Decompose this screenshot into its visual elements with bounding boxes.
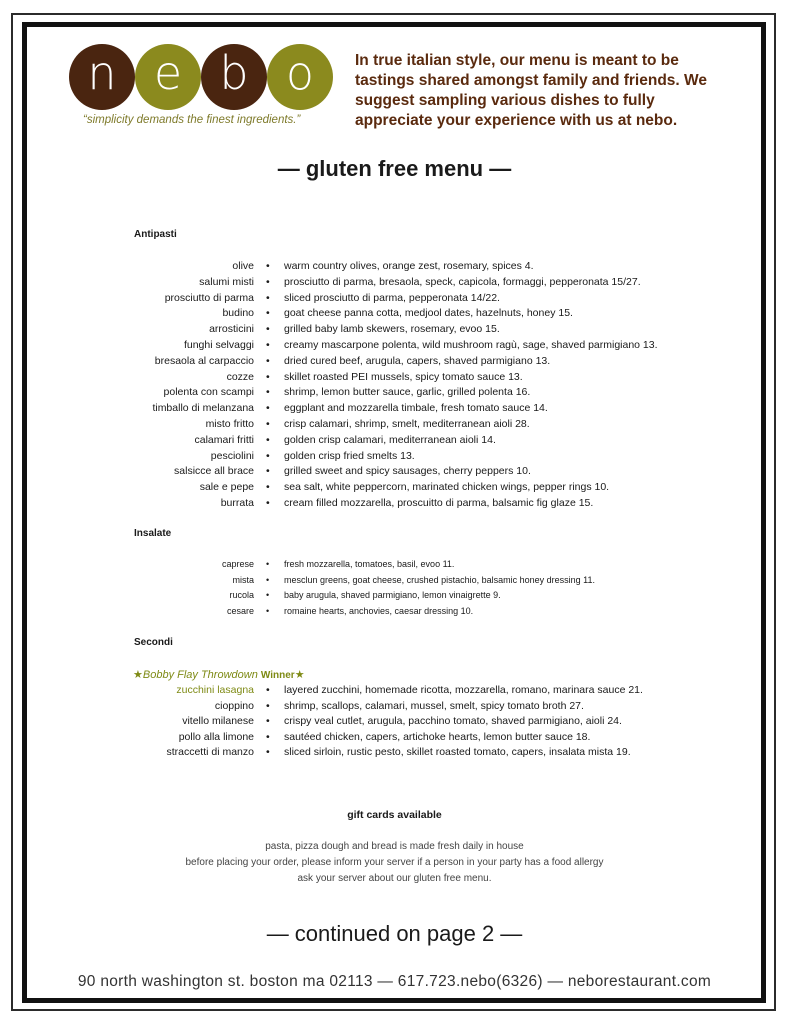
menu-item-row (0, 292, 789, 308)
menu-item-name: straccetti di manzo (166, 746, 254, 759)
bullet-icon: • (266, 684, 270, 696)
bullet-icon: • (266, 370, 270, 383)
menu-item-row (0, 731, 789, 747)
menu-item-description: layered zucchini, homemade ricotta, mozzarella, romano, marinara sauce 21. (284, 684, 643, 696)
menu-item-description: mesclun greens, goat cheese, crushed pistachio, balsamic honey dressing 11. (284, 574, 596, 585)
menu-item-row (0, 465, 789, 481)
menu-item-row (0, 497, 789, 513)
bullet-icon: • (266, 260, 270, 272)
bullet-icon: • (266, 746, 270, 759)
menu-item-row (0, 606, 789, 622)
menu-item-name: timballo di melanzana (152, 402, 254, 415)
menu-item-name: mista (232, 574, 254, 585)
menu-item-row (0, 590, 789, 606)
menu-item-row (0, 260, 789, 276)
menu-item-name: zucchini lasagna (176, 684, 254, 696)
menu-item-description: grilled sweet and spicy sausages, cherry peppers 10. (284, 465, 531, 478)
footer-address: 90 north washington st. boston ma 02113 — 617.723.nebo(6326) — neborestaurant.com (77, 973, 712, 990)
menu-item-description: golden crisp fried smelts 13. (284, 449, 415, 462)
menu-item-row (0, 559, 789, 575)
menu-item-description: eggplant and mozzarella timbale, fresh tomato sauce 14. (284, 402, 548, 415)
menu-item-name: vitello milanese (182, 715, 254, 728)
menu-item-name: polenta con scampi (163, 386, 254, 399)
menu-item-name: arrosticini (209, 323, 254, 336)
menu-item-description: shrimp, lemon butter sauce, garlic, grilled polenta 16. (284, 386, 531, 399)
bullet-icon: • (266, 699, 270, 712)
menu-item-description: warm country olives, orange zest, rosemary, spices 4. (284, 260, 534, 272)
gift-cards-note: gift cards available (347, 809, 442, 821)
bullet-icon: • (266, 465, 270, 478)
menu-item-row (0, 684, 789, 700)
bullet-icon: • (266, 497, 270, 509)
section-insalate-heading: Insalate (134, 528, 172, 539)
bullet-icon: • (266, 590, 270, 601)
menu-item-row (0, 450, 789, 466)
tagline: “simplicity demands the finest ingredients.” (83, 114, 301, 126)
menu-item-row (0, 575, 789, 591)
bullet-icon: • (266, 275, 270, 288)
bullet-icon: • (266, 730, 270, 743)
menu-item-description: grilled baby lamb skewers, rosemary, evoo 15. (284, 323, 500, 336)
bullet-icon: • (266, 307, 270, 320)
menu-item-name: cesare (226, 605, 254, 616)
menu-item-row (0, 418, 789, 434)
bullet-icon: • (266, 574, 270, 585)
menu-item-row (0, 700, 789, 716)
bullet-icon: • (266, 418, 270, 430)
logo-letter-n: n (69, 44, 135, 110)
menu-item-description: goat cheese panna cotta, medjool dates, hazelnuts, honey 15. (284, 307, 573, 320)
menu-item-description: fresh mozzarella, tomatoes, basil, evoo 11. (284, 559, 455, 569)
menu-item-description: golden crisp calamari, mediterranean aioli 14. (284, 433, 496, 446)
menu-item-description: romaine hearts, anchovies, caesar dressing 10. (284, 605, 474, 616)
menu-item-row (0, 481, 789, 497)
menu-item-description: sliced sirloin, rustic pesto, skillet roasted tomato, capers, insalata mista 19. (284, 746, 631, 759)
bullet-icon: • (266, 354, 270, 367)
bullet-icon: • (266, 481, 270, 494)
bullet-icon: • (266, 449, 270, 462)
section-antipasti-heading: Antipasti (134, 229, 177, 240)
allergy-note: before placing your order, please inform your server if a person in your party has a food allergy (185, 857, 604, 868)
menu-item-description: dried cured beef, arugula, capers, shaved parmigiano 13. (284, 354, 551, 367)
bullet-icon: • (266, 402, 270, 415)
menu-item-description: creamy mascarpone polenta, wild mushroom ragù, sage, shaved parmigiano 13. (284, 339, 658, 351)
menu-item-row (0, 434, 789, 450)
logo-letter-o: o (267, 44, 333, 110)
logo-letter-e: e (135, 44, 201, 110)
menu-item-description: sliced prosciutto di parma, pepperonata 14/22. (284, 291, 500, 304)
bullet-icon: • (266, 559, 270, 569)
menu-item-name: olive (232, 260, 254, 272)
menu-item-name: cioppino (214, 699, 254, 712)
menu-item-name: bresaola al carpaccio (154, 354, 254, 367)
menu-item-row (0, 715, 789, 731)
menu-item-row (0, 355, 789, 371)
menu-item-name: sale e pepe (199, 481, 254, 494)
menu-item-name: pollo alla limone (178, 730, 254, 743)
menu-item-row (0, 746, 789, 762)
menu-item-row (0, 402, 789, 418)
menu-item-name: budino (222, 307, 254, 320)
throwdown-label: Bobby Flay Throwdown (142, 669, 258, 681)
menu-item-row (0, 371, 789, 387)
star-icon: ★ (294, 669, 305, 681)
menu-item-row (0, 307, 789, 323)
bullet-icon: • (266, 339, 270, 351)
menu-item-name: caprese (221, 559, 254, 569)
fresh-daily-note: pasta, pizza dough and bread is made fresh daily in house (265, 841, 524, 852)
menu-item-description: baby arugula, shaved parmigiano, lemon vinaigrette 9. (284, 590, 501, 601)
bullet-icon: • (266, 433, 270, 446)
menu-item-description: skillet roasted PEI mussels, spicy tomato sauce 13. (284, 370, 523, 383)
menu-item-name: salumi misti (199, 275, 254, 288)
menu-item-description: sautéed chicken, capers, artichoke hearts, lemon butter sauce 18. (284, 730, 591, 743)
menu-item-name: cozze (226, 370, 254, 383)
throwdown-badge (133, 668, 305, 681)
menu-item-name: funghi selvaggi (183, 339, 254, 351)
bullet-icon: • (266, 323, 270, 336)
intro-text: In true italian style, our menu is meant to be tastings shared amongst family and friends. We suggest sampling various dishes to fully appreciate your experience with us at nebo. (355, 52, 707, 129)
menu-item-description: shrimp, scallops, calamari, mussel, smelt, spicy tomato broth 27. (284, 699, 584, 712)
throwdown-winner: Winner (260, 670, 295, 681)
menu-item-description: cream filled mozzarella, proscuitto di parma, balsamic fig glaze 15. (284, 497, 594, 509)
section-secondi-heading: Secondi (134, 637, 173, 648)
menu-title: — gluten free menu — (277, 156, 512, 181)
bullet-icon: • (266, 386, 270, 399)
logo-letter-b: b (201, 44, 267, 110)
gluten-free-note: ask your server about our gluten free menu. (297, 873, 492, 884)
continued-notice: — continued on page 2 — (266, 921, 523, 946)
menu-item-name: calamari fritti (194, 433, 254, 446)
menu-item-row (0, 323, 789, 339)
menu-item-name: rucola (229, 590, 254, 601)
menu-item-name: prosciutto di parma (164, 291, 254, 304)
menu-item-row (0, 339, 789, 355)
menu-item-name: misto fritto (205, 418, 254, 430)
menu-item-description: prosciutto di parma, bresaola, speck, capicola, formaggi, pepperonata 15/27. (284, 275, 641, 288)
bullet-icon: • (266, 605, 270, 616)
menu-item-name: salsicce all brace (174, 465, 254, 478)
menu-item-row (0, 386, 789, 402)
bullet-icon: • (266, 715, 270, 728)
bullet-icon: • (266, 291, 270, 304)
menu-item-description: crispy veal cutlet, arugula, pacchino tomato, shaved parmigiano, aioli 24. (284, 715, 622, 728)
menu-item-description: crisp calamari, shrimp, smelt, mediterranean aioli 28. (284, 418, 530, 430)
menu-item-name: pesciolini (210, 449, 254, 462)
menu-item-name: burrata (220, 497, 254, 509)
menu-item-description: sea salt, white peppercorn, marinated chicken wings, pepper rings 10. (284, 481, 610, 494)
menu-item-row (0, 276, 789, 292)
star-icon: ★ (133, 669, 143, 681)
